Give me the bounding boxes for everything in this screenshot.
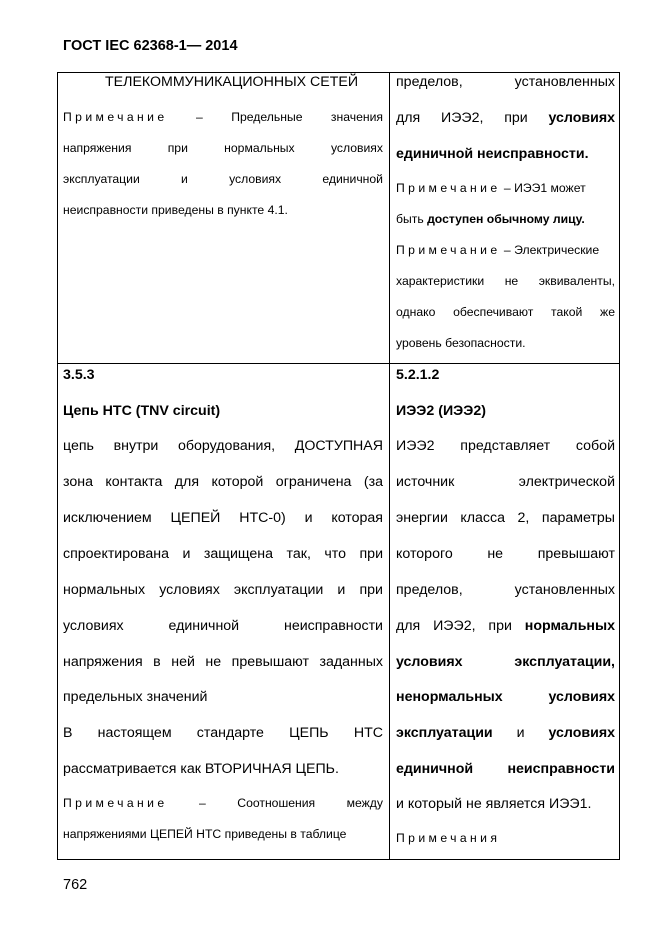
column-divider — [389, 73, 390, 859]
row2-left-cell — [63, 365, 383, 859]
definition-line: источник электрической — [396, 474, 615, 490]
definition-line: условиях единичной неисправности — [63, 618, 383, 634]
paragraph-line: рассматривается как ВТОРИЧНАЯ ЦЕПЬ. — [63, 761, 339, 777]
definition-line: энергии класса 2, параметры — [396, 510, 615, 526]
paragraph-line: В настоящем стандарте ЦЕПЬ НТС — [63, 725, 383, 741]
definition-line: предельных значений — [63, 689, 208, 705]
definition-line: спроектирована и защищена так, что при — [63, 546, 383, 562]
note-line: уровень безопасности. — [396, 336, 526, 350]
bold-term: доступен обычному лицу. — [427, 212, 585, 226]
note-label: Примечание — [63, 110, 168, 124]
bold-term: условиях — [548, 110, 615, 126]
note-label: Примечание — [396, 181, 501, 195]
note-line: Примечание – Электрические — [396, 243, 600, 257]
text-line: пределов, установленных — [396, 74, 615, 90]
notes-label: Примечания — [396, 831, 501, 845]
bold-term: единичной неисправности — [396, 761, 615, 777]
bold-term: нормальных — [524, 618, 615, 634]
note-line: однако обеспечивают такой же — [396, 305, 615, 319]
note-label: Примечание — [396, 243, 501, 257]
term-number: 5.2.1.2 — [396, 367, 440, 383]
row-divider — [58, 363, 619, 364]
term-number: 3.5.3 — [63, 367, 95, 383]
note-line: напряжения при нормальных условиях — [63, 141, 383, 155]
definition-line: цепь внутри оборудования, ДОСТУПНАЯ — [63, 438, 383, 454]
note-line: Примечание – Предельные значения — [63, 110, 384, 124]
note-line: напряжениями ЦЕПЕЙ НТС приведены в таблице — [63, 827, 347, 841]
definition-line: нормальных условиях эксплуатации и при — [63, 582, 383, 598]
note-line: Примечание – ИЭЭ1 может — [396, 181, 586, 195]
definition-line: напряжения в ней не превышают заданных — [63, 654, 383, 670]
definition-line: эксплуатации и условиях — [396, 725, 615, 741]
text-line: для ИЭЭ2, при условиях — [396, 110, 615, 126]
note-line: быть доступен обычному лицу. — [396, 212, 585, 226]
definition-line: которого не превышают — [396, 546, 615, 562]
page-number: 762 — [63, 877, 88, 893]
term-title: Цепь НТС (TNV circuit) — [63, 403, 221, 419]
bold-term: единичной неисправности. — [396, 146, 589, 162]
bold-term: условиях эксплуатации, — [396, 654, 615, 670]
definition-line: ИЭЭ2 представляет собой — [396, 438, 615, 454]
row2-right-cell — [396, 365, 615, 859]
term-title: ИЭЭ2 (ИЭЭ2) — [396, 403, 486, 419]
bold-term: условиях — [548, 725, 615, 741]
note-line: Примечание – Соотношения между — [63, 796, 383, 810]
bold-term: ненормальных условиях — [396, 689, 615, 705]
definition-line: для ИЭЭ2, при нормальных — [396, 618, 615, 634]
definition-line: зона контакта для которой ограничена (за — [63, 474, 383, 490]
note-line: неисправности приведены в пункте 4.1. — [63, 203, 288, 217]
heading-tail: ТЕЛЕКОММУНИКАЦИОННЫХ СЕТЕЙ — [105, 74, 359, 90]
definition-line: исключением ЦЕПЕЙ НТС-0) и которая — [63, 510, 383, 526]
bold-term: эксплуатации — [396, 725, 493, 741]
note-line: характеристики не эквиваленты, — [396, 274, 615, 288]
document-header: ГОСТ IEC 62368-1— 2014 — [63, 38, 238, 54]
definition-line: пределов, установленных — [396, 582, 615, 598]
terms-table — [57, 72, 620, 860]
note-line: эксплуатации и условиях единичной — [63, 172, 383, 186]
row1-right-cell — [396, 73, 615, 363]
note-label: Примечание — [63, 796, 168, 810]
definition-line: и который не является ИЭЭ1. — [396, 796, 592, 812]
row1-left-cell — [63, 73, 383, 363]
